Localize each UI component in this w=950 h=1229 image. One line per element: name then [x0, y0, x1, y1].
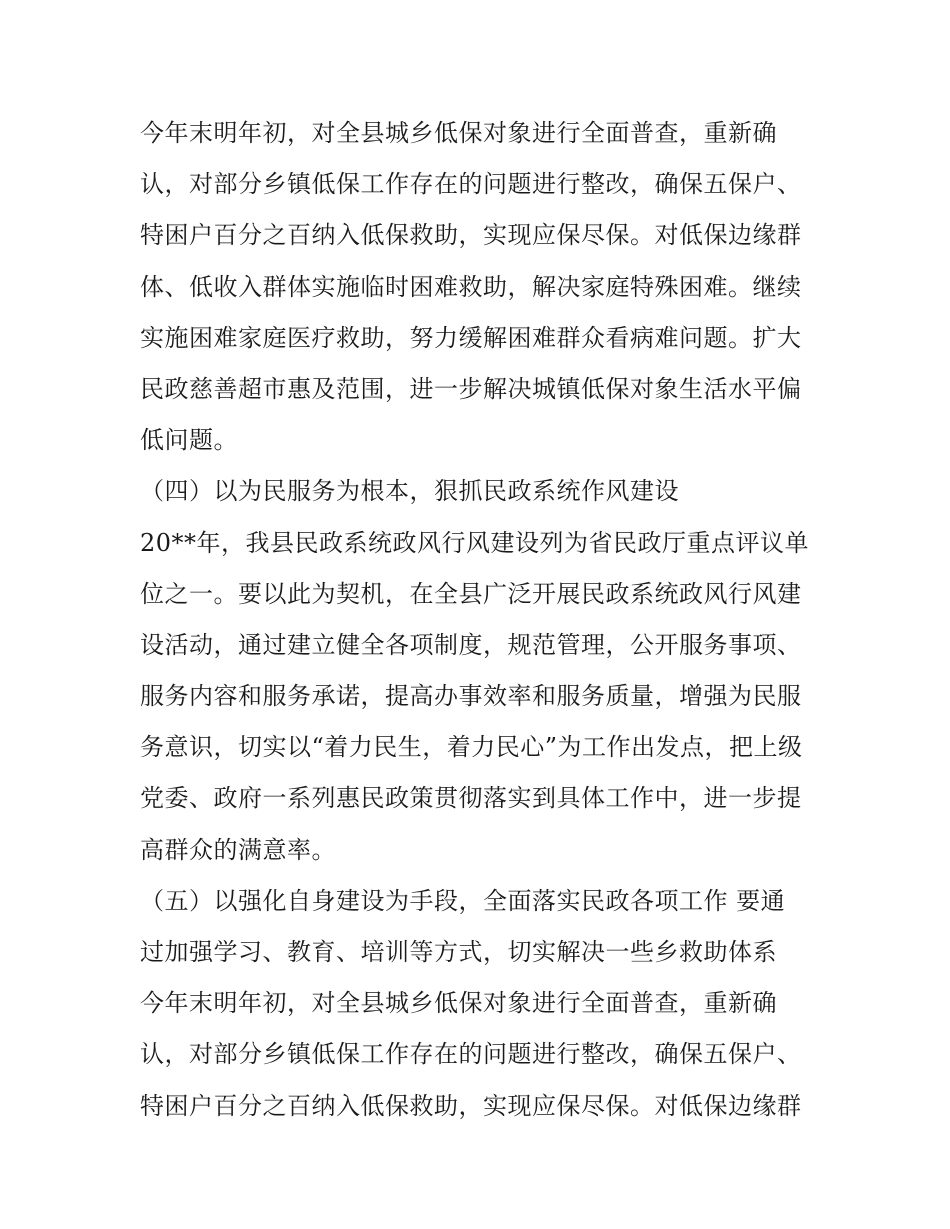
section-heading: （四）以为民服务为根本，狠抓民政系统作风建设 — [140, 477, 679, 506]
document-body — [140, 108, 830, 1132]
text-line: 党委、政府一系列惠民政策贯彻落实到具体工作中，进一步提 — [140, 784, 802, 813]
text-line: 过加强学习、教育、培训等方式，切实解决一些乡救助体系 — [140, 938, 777, 966]
text-line: 民政慈善超市惠及范围，进一步解决城镇低保对象生活水平偏 — [140, 374, 802, 403]
text-line: 实施困难家庭医疗救助，努力缓解困难群众看病难问题。扩大 — [140, 323, 802, 352]
text-line: 特困户百分之百纳入低保救助，实现应保尽保。对低保边缘群 — [140, 221, 802, 250]
text-line: 体、低收入群体实施临时困难救助，解决家庭特殊困难。继续 — [140, 272, 802, 301]
text-line: 今年末明年初，对全县城乡低保对象进行全面普查，重新确 — [140, 989, 777, 1018]
text-line: 今年末明年初，对全县城乡低保对象进行全面普查，重新确 — [140, 119, 777, 147]
text-line: 位之一。要以此为契机，在全县广泛开展民政系统政风行风建 — [140, 579, 802, 608]
text-line: 20**年，我县民政系统政风行风建设列为省民政厅重点评议单 — [140, 528, 810, 557]
section-heading: （五）以强化自身建设为手段，全面落实民政各项工作 要通 — [140, 886, 786, 915]
text-line: 服务内容和服务承诺，提高办事效率和服务质量，增强为民服 — [140, 682, 802, 711]
text-line: 高群众的满意率。 — [140, 835, 336, 864]
text-line: 低问题。 — [140, 426, 238, 455]
text-line: 务意识，切实以“着力民生，着力民心”为工作出发点，把上级 — [140, 733, 803, 762]
text-line: 认，对部分乡镇低保工作存在的问题进行整改，确保五保户、 — [140, 170, 802, 199]
text-line: 特困户百分之百纳入低保救助，实现应保尽保。对低保边缘群 — [140, 1091, 802, 1120]
text-line: 认，对部分乡镇低保工作存在的问题进行整改，确保五保户、 — [140, 1040, 802, 1069]
text-line: 设活动，通过建立健全各项制度，规范管理，公开服务事项、 — [140, 630, 802, 659]
